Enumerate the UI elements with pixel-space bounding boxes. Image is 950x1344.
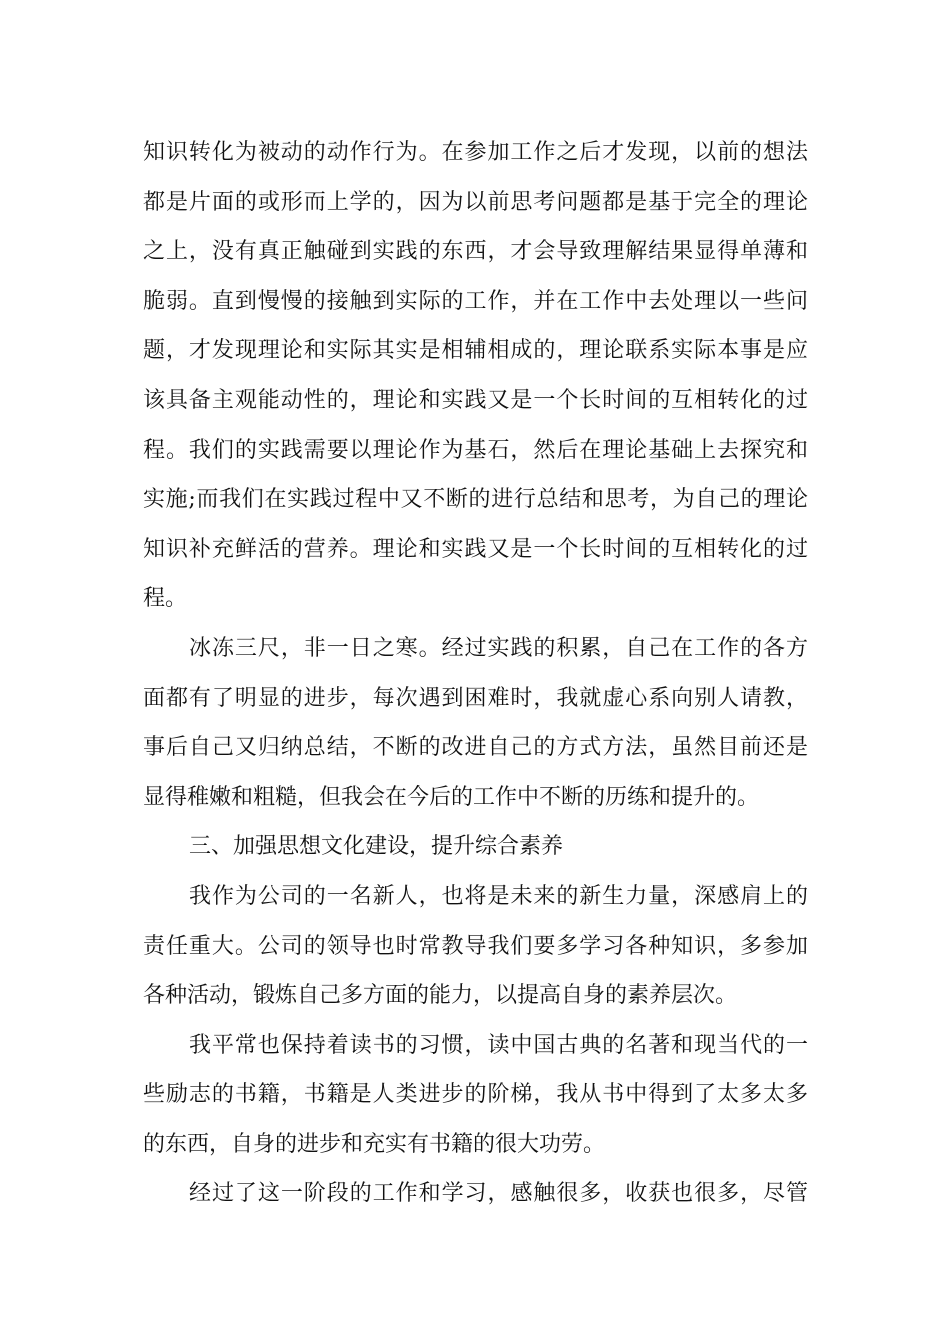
text-line: 之上，没有真正触碰到实践的东西，才会导致理解结果显得单薄和 — [143, 239, 808, 265]
text-line: 事后自己又归纳总结，不断的改进自己的方式方法，虽然目前还是 — [143, 735, 808, 761]
paragraph-first-line: 我作为公司的一名新人，也将是未来的新生力量，深感肩上的 — [189, 883, 808, 909]
text-line: 程。 — [143, 586, 188, 612]
text-line: 都是片面的或形而上学的，因为以前思考问题都是基于完全的理论 — [143, 189, 808, 215]
text-line: 题，才发现理论和实际其实是相辅相成的，理论联系实际本事是应 — [143, 338, 808, 364]
section-heading: 三、加强思想文化建设，提升综合素养 — [189, 834, 564, 860]
text-line: 程。我们的实践需要以理论作为基石，然后在理论基础上去探究和 — [143, 437, 808, 463]
paragraph-first-line: 我平常也保持着读书的习惯，读中国古典的名著和现当代的一 — [189, 1032, 808, 1058]
text-line: 知识转化为被动的动作行为。在参加工作之后才发现，以前的想法 — [143, 140, 808, 165]
text-line: 实施;而我们在实践过程中又不断的进行总结和思考，为自己的理论 — [143, 487, 808, 513]
text-line: 责任重大。公司的领导也时常教导我们要多学习各种知识，多参加 — [143, 933, 808, 959]
text-line: 各种活动，锻炼自己多方面的能力，以提高自身的素养层次。 — [143, 983, 738, 1009]
text-line: 面都有了明显的进步，每次遇到困难时，我就虚心系向别人请教， — [143, 685, 808, 711]
text-line: 的东西，自身的进步和充实有书籍的很大功劳。 — [143, 1131, 606, 1157]
document-body — [143, 128, 808, 1219]
paragraph-first-line: 经过了这一阶段的工作和学习，感触很多，收获也很多，尽管 — [189, 1181, 808, 1207]
text-line: 该具备主观能动性的，理论和实践又是一个长时间的互相转化的过 — [143, 387, 808, 413]
paragraph-first-line: 冰冻三尺，非一日之寒。经过实践的积累，自己在工作的各方 — [189, 635, 808, 661]
text-line: 知识补充鲜活的营养。理论和实践又是一个长时间的互相转化的过 — [143, 536, 808, 562]
text-line: 脆弱。直到慢慢的接触到实际的工作，并在工作中去处理以一些问 — [143, 288, 808, 314]
text-line: 些励志的书籍，书籍是人类进步的阶梯，我从书中得到了太多太多 — [143, 1082, 808, 1108]
text-line: 显得稚嫩和粗糙，但我会在今后的工作中不断的历练和提升的。 — [143, 784, 760, 810]
